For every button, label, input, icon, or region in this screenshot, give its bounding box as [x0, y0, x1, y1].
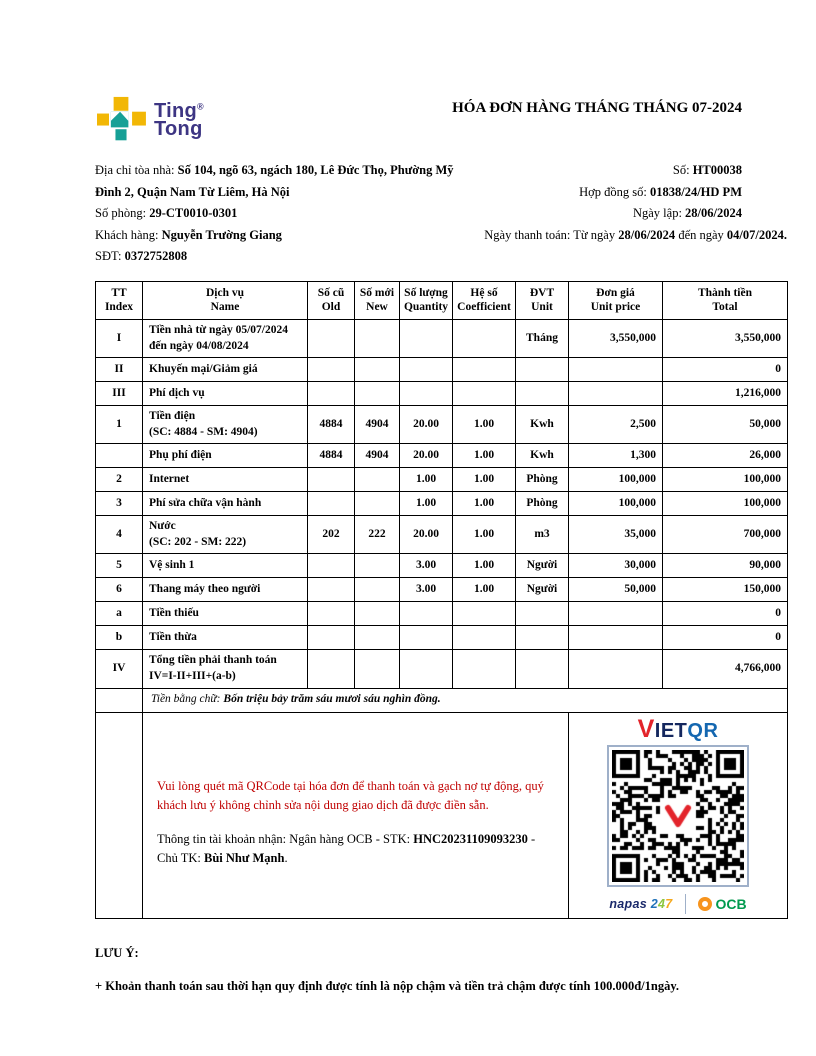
room-number-line: Số phòng: 29-CT0010-0301: [95, 206, 238, 220]
cell-quantity: 3.00: [400, 578, 453, 602]
table-header-row: [96, 281, 788, 320]
invoice-info-left: [95, 160, 467, 268]
cell-index: I: [96, 320, 143, 358]
registered-mark-icon: ®: [197, 100, 204, 111]
table-row: [96, 516, 788, 554]
ocb-bank-logo: OCB: [698, 895, 747, 914]
table-row: [96, 406, 788, 444]
table-row: [96, 554, 788, 578]
col-header-new: Số mới New: [355, 281, 400, 320]
cell-new: [355, 358, 400, 382]
cell-total: 90,000: [663, 554, 788, 578]
cell-index: [96, 444, 143, 468]
cell-quantity: 20.00: [400, 444, 453, 468]
cell-index: 3: [96, 492, 143, 516]
logo-divider: [685, 894, 686, 914]
room-number-value: 29-CT0010-0301: [149, 206, 238, 220]
cell-quantity: 1.00: [400, 468, 453, 492]
cell-unit-price: [569, 382, 663, 406]
cell-unit: Người: [516, 578, 569, 602]
cell-coefficient: 1.00: [453, 406, 516, 444]
cell-coefficient: [453, 650, 516, 688]
cell-quantity: 3.00: [400, 554, 453, 578]
ocb-ring-icon: [698, 897, 712, 911]
building-address-line: Địa chỉ tòa nhà: Số 104, ngõ 63, ngách 180, Lê Đức Thọ, Phường Mỹ Đình 2, Quận Nam Từ Liêm, Hà Nội: [95, 163, 454, 199]
col-header-old: Số cũ Old: [308, 281, 355, 320]
cell-coefficient: [453, 626, 516, 650]
table-row: [96, 650, 788, 688]
cell-unit: [516, 358, 569, 382]
cell-new: [355, 468, 400, 492]
cell-total: 50,000: [663, 406, 788, 444]
amount-in-words: Tiền bằng chữ: Bốn triệu bảy trăm sáu mươi sáu nghìn đồng.: [143, 688, 788, 712]
cell-new: [355, 554, 400, 578]
cell-unit-price: 2,500: [569, 406, 663, 444]
account-number-value: HNC20231109093230: [413, 832, 528, 847]
table-row: [96, 602, 788, 626]
cell-name: Tiền thiếu: [143, 602, 308, 626]
cell-index: 1: [96, 406, 143, 444]
napas-247-logo: napas 247: [609, 896, 673, 911]
cell-unit: m3: [516, 516, 569, 554]
contract-number-value: 01838/24/HD PM: [649, 184, 742, 199]
cell-coefficient: 1.00: [453, 578, 516, 602]
cell-unit-price: [569, 626, 663, 650]
cell-unit: [516, 650, 569, 688]
cell-coefficient: 1.00: [453, 554, 516, 578]
cell-unit-price: 35,000: [569, 516, 663, 554]
invoice-notes: [95, 946, 787, 994]
cell-unit-price: 30,000: [569, 554, 663, 578]
cell-new: [355, 492, 400, 516]
customer-value: Nguyễn Trường Giang: [161, 227, 282, 242]
table-row: [96, 382, 788, 406]
col-header-total: Thành tiền Total: [663, 281, 788, 320]
cell-total: 26,000: [663, 444, 788, 468]
cell-name: Tổng tiền phải thanh toán IV=I-II+III+(a-b): [143, 650, 308, 688]
cell-old: 4884: [308, 444, 355, 468]
tingtong-logo-icon: [95, 96, 147, 144]
cell-old: 202: [308, 516, 355, 554]
vietqr-logo: VIETQR: [637, 714, 719, 743]
cell-index: b: [96, 626, 143, 650]
contract-number-line: Hợp đồng số: 01838/24/HD PM: [579, 184, 742, 199]
cell-unit-price: [569, 602, 663, 626]
cell-old: [308, 602, 355, 626]
issue-date-value: 28/06/2024: [685, 206, 742, 220]
cell-index: II: [96, 358, 143, 382]
invoice-number-line: Số: HT00038: [672, 163, 742, 177]
cell-unit: Phòng: [516, 492, 569, 516]
building-address-value: Số 104, ngõ 63, ngách 180, Lê Đức Thọ, Phường Mỹ Đình 2, Quận Nam Từ Liêm, Hà Nội: [95, 163, 454, 199]
cell-quantity: [400, 382, 453, 406]
cell-index: 5: [96, 554, 143, 578]
payment-qr-row: [96, 712, 788, 919]
cell-new: [355, 626, 400, 650]
table-row: [96, 468, 788, 492]
notes-heading: LƯU Ý:: [95, 946, 139, 961]
invoice-number-value: HT00038: [692, 163, 742, 177]
invoice-header: [95, 96, 787, 144]
cell-old: [308, 468, 355, 492]
cell-index: a: [96, 602, 143, 626]
cell-old: [308, 554, 355, 578]
cell-new: [355, 578, 400, 602]
table-row: [96, 578, 788, 602]
invoice-title: HÓA ĐƠN HÀNG THÁNG THÁNG 07-2024: [452, 100, 742, 116]
cell-name: Khuyến mại/Giảm giá: [143, 358, 308, 382]
payment-to-value: 04/07/2024: [726, 227, 784, 242]
issue-date-line: Ngày lập: 28/06/2024: [632, 206, 742, 220]
qr-code: [612, 750, 744, 882]
cell-unit: [516, 626, 569, 650]
qr-warning-text: Vui lòng quét mã QRCode tại hóa đơn để thanh toán và gạch nợ tự động, quý khách lưu ý không chỉnh sửa nội dung giao dịch đã được điền sẵn.: [157, 778, 544, 812]
cell-coefficient: 1.00: [453, 444, 516, 468]
cell-coefficient: 1.00: [453, 492, 516, 516]
notes-body: + Khoản thanh toán sau thời hạn quy định được tính là nộp chậm và tiền trả chậm được tính 100.000đ/1ngày.: [95, 979, 680, 994]
cell-coefficient: [453, 358, 516, 382]
cell-unit-price: [569, 358, 663, 382]
col-header-name: Dịch vụ Name: [143, 281, 308, 320]
cell-quantity: [400, 626, 453, 650]
cell-quantity: [400, 320, 453, 358]
cell-name: Tiền thừa: [143, 626, 308, 650]
cell-new: 4904: [355, 406, 400, 444]
cell-coefficient: [453, 602, 516, 626]
cell-old: [308, 320, 355, 358]
cell-new: 4904: [355, 444, 400, 468]
cell-quantity: [400, 650, 453, 688]
cell-index: 2: [96, 468, 143, 492]
cell-unit: [516, 382, 569, 406]
table-row: [96, 320, 788, 358]
col-header-coefficient: Hệ số Coefficient: [453, 281, 516, 320]
account-info-text: Thông tin tài khoản nhận: Ngân hàng OCB - STK: HNC20231109093230 - Chủ TK: Bùi Như Mạnh.: [157, 832, 536, 865]
payment-period-line: Ngày thanh toán: Từ ngày 28/06/2024 đến ngày 04/07/2024.: [484, 227, 787, 242]
cell-name: Tiền điện (SC: 4884 - SM: 4904): [143, 406, 308, 444]
cell-name: Phụ phí điện: [143, 444, 308, 468]
cell-total: 3,550,000: [663, 320, 788, 358]
cell-total: 0: [663, 626, 788, 650]
cell-total: 150,000: [663, 578, 788, 602]
cell-quantity: [400, 602, 453, 626]
cell-quantity: [400, 358, 453, 382]
cell-total: 4,766,000: [663, 650, 788, 688]
qr-code-frame: [607, 745, 749, 887]
cell-total: 100,000: [663, 468, 788, 492]
cell-total: 0: [663, 358, 788, 382]
logo-line1: Ting: [154, 99, 198, 122]
cell-old: [308, 578, 355, 602]
qr-code-cell: [569, 712, 788, 919]
invoice-table-body: [96, 320, 788, 688]
table-row: [96, 626, 788, 650]
cell-total: 700,000: [663, 516, 788, 554]
cell-new: [355, 382, 400, 406]
amount-in-words-value: Bốn triệu bảy trăm sáu mươi sáu nghìn đồng.: [223, 693, 441, 706]
table-row: [96, 444, 788, 468]
cell-total: 0: [663, 602, 788, 626]
cell-old: 4884: [308, 406, 355, 444]
cell-name: Vệ sinh 1: [143, 554, 308, 578]
account-holder-value: Bùi Như Mạnh: [204, 851, 285, 865]
invoice-info-right: [467, 160, 787, 268]
cell-index: 4: [96, 516, 143, 554]
cell-index: 6: [96, 578, 143, 602]
cell-old: [308, 626, 355, 650]
cell-total: 1,216,000: [663, 382, 788, 406]
cell-coefficient: [453, 382, 516, 406]
cell-unit: Người: [516, 554, 569, 578]
cell-name: Phí sửa chữa vận hành: [143, 492, 308, 516]
cell-unit-price: 100,000: [569, 492, 663, 516]
invoice-table: [95, 281, 788, 920]
payment-instructions-cell: [143, 712, 569, 919]
cell-unit-price: 3,550,000: [569, 320, 663, 358]
cell-index: III: [96, 382, 143, 406]
cell-new: [355, 602, 400, 626]
payment-row-spacer: [96, 712, 143, 919]
tingtong-logo: [95, 96, 204, 144]
cell-old: [308, 650, 355, 688]
cell-unit: [516, 602, 569, 626]
cell-quantity: 20.00: [400, 406, 453, 444]
cell-total: 100,000: [663, 492, 788, 516]
amount-in-words-spacer: [96, 688, 143, 712]
cell-unit-price: 100,000: [569, 468, 663, 492]
cell-new: [355, 650, 400, 688]
cell-coefficient: 1.00: [453, 468, 516, 492]
col-header-quantity: Số lượng Quantity: [400, 281, 453, 320]
cell-quantity: 20.00: [400, 516, 453, 554]
cell-old: [308, 382, 355, 406]
cell-name: Internet: [143, 468, 308, 492]
col-header-index: TT Index: [96, 281, 143, 320]
cell-quantity: 1.00: [400, 492, 453, 516]
col-header-unit: ĐVT Unit: [516, 281, 569, 320]
phone-value: 0372752808: [124, 249, 188, 263]
amount-in-words-row: [96, 688, 788, 712]
cell-index: IV: [96, 650, 143, 688]
table-row: [96, 492, 788, 516]
cell-name: Thang máy theo người: [143, 578, 308, 602]
invoice-info: [95, 160, 787, 268]
cell-new: 222: [355, 516, 400, 554]
cell-unit-price: [569, 650, 663, 688]
cell-unit: Tháng: [516, 320, 569, 358]
tingtong-logo-text: [154, 99, 204, 140]
customer-line: Khách hàng: Nguyễn Trường Giang: [95, 227, 282, 242]
logo-line2: Tong: [154, 118, 203, 140]
cell-coefficient: 1.00: [453, 516, 516, 554]
payment-from-value: 28/06/2024: [618, 227, 676, 242]
cell-unit: Kwh: [516, 406, 569, 444]
col-header-unit-price: Đơn giá Unit price: [569, 281, 663, 320]
cell-new: [355, 320, 400, 358]
cell-name: Nước (SC: 202 - SM: 222): [143, 516, 308, 554]
payment-network-logos: [573, 894, 783, 914]
cell-unit: Kwh: [516, 444, 569, 468]
cell-unit: Phòng: [516, 468, 569, 492]
cell-unit-price: 50,000: [569, 578, 663, 602]
phone-line: SĐT: 0372752808: [95, 249, 188, 263]
cell-unit-price: 1,300: [569, 444, 663, 468]
cell-coefficient: [453, 320, 516, 358]
cell-old: [308, 358, 355, 382]
table-row: [96, 358, 788, 382]
cell-old: [308, 492, 355, 516]
cell-name: Tiền nhà từ ngày 05/07/2024 đến ngày 04/08/2024: [143, 320, 308, 358]
cell-name: Phí dịch vụ: [143, 382, 308, 406]
